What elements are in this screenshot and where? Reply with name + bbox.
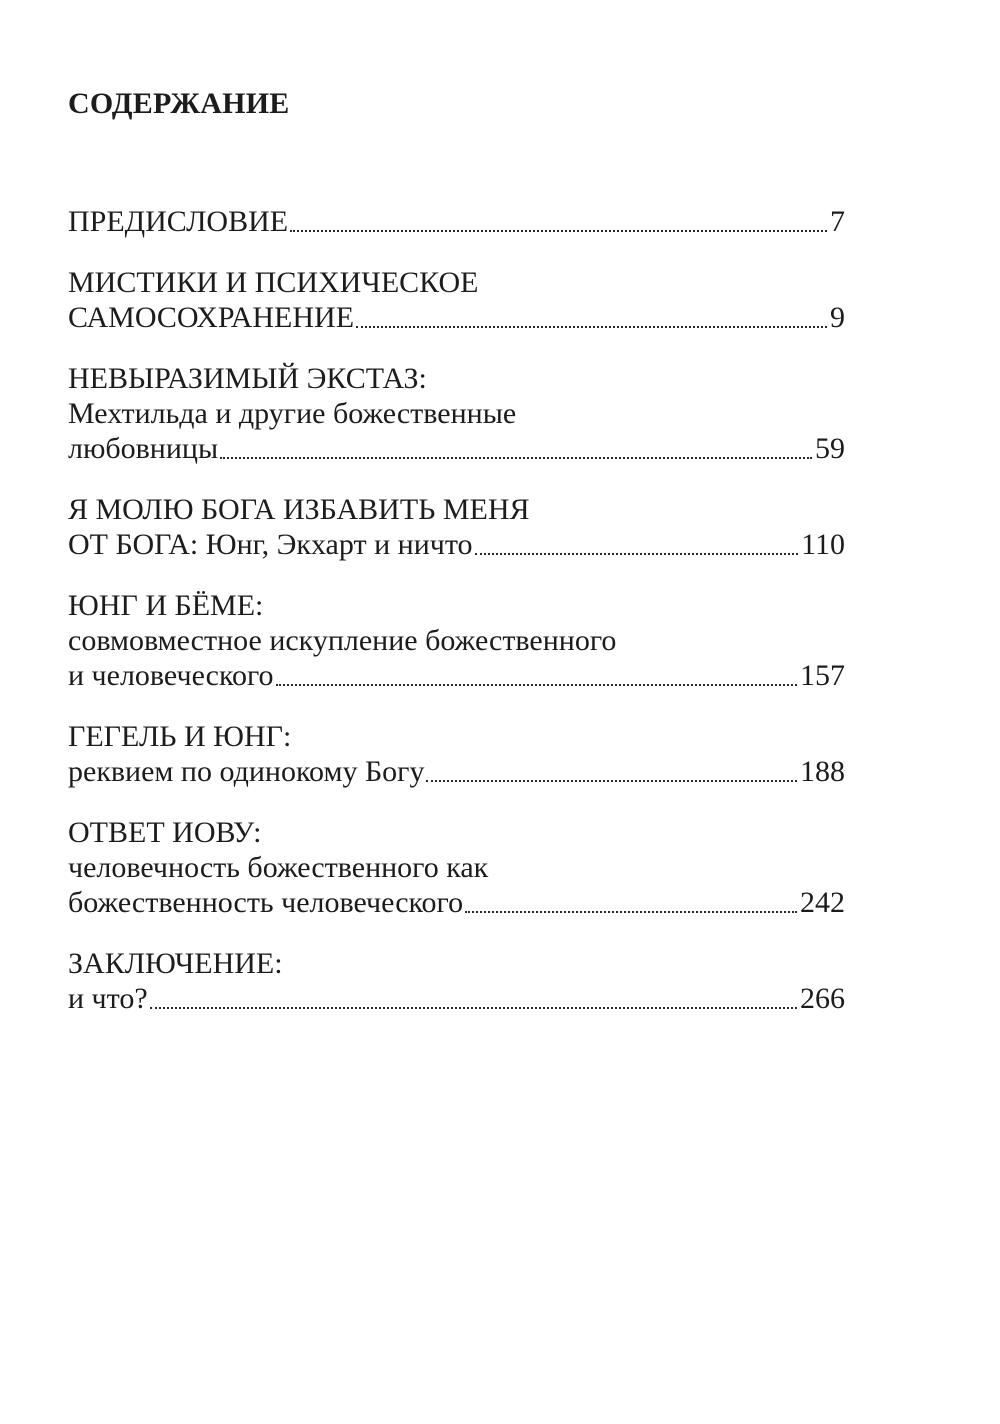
toc-entry-title-line: ЮНГ И БЁМЕ: — [68, 589, 264, 622]
dot-leader — [290, 230, 827, 232]
dot-leader — [475, 553, 799, 555]
toc-entry-last-line — [68, 885, 845, 920]
dot-leader — [465, 911, 797, 913]
toc-entry-subtitle-line: божественность человеческого — [68, 886, 464, 919]
toc-entry-subtitle-line: человечность божественного как — [68, 851, 489, 884]
dot-leader — [276, 684, 797, 686]
toc-entry-jung-boehme — [68, 588, 845, 693]
toc-entry-subtitle-line: реквием по одинокому Богу — [68, 755, 425, 788]
dot-leader — [426, 780, 797, 782]
page-number: 157 — [800, 659, 845, 692]
toc-entry-last-line — [68, 431, 845, 466]
toc-entry-mystics — [68, 265, 845, 335]
toc-entry-last-line — [68, 981, 845, 1016]
toc-entry-subtitle-line: Мехтильда и другие божественные — [68, 397, 517, 430]
toc-entry-title-line: ОТ БОГА: Юнг, Экхарт и ничто — [68, 528, 473, 561]
page-title: СОДЕРЖАНИЕ — [68, 87, 290, 120]
page-number: 59 — [815, 432, 845, 465]
toc-entry-last-line — [68, 204, 845, 239]
dot-leader — [356, 326, 827, 328]
toc-entry-conclusion — [68, 946, 845, 1016]
page-number: 242 — [800, 886, 845, 919]
toc-entry-title-line: САМОСОХРАНЕНИЕ — [68, 301, 355, 334]
toc-entry-foreword — [68, 204, 845, 239]
page-number: 9 — [830, 301, 845, 334]
toc-entry-last-line — [68, 527, 845, 562]
toc-entry-answer-to-job — [68, 815, 845, 920]
toc-entry-hegel-jung — [68, 719, 845, 789]
toc-entry-subtitle-line: любовницы — [68, 432, 219, 465]
page-number: 188 — [800, 755, 845, 788]
toc-entry-last-line — [68, 754, 845, 789]
toc-entry-title-line: ОТВЕТ ИОВУ: — [68, 816, 262, 849]
page-number: 266 — [800, 982, 845, 1015]
toc-entry-title-line: МИСТИКИ И ПСИХИЧЕСКОЕ — [68, 266, 479, 299]
toc-entry-title-line: ЗАКЛЮЧЕНИЕ: — [68, 947, 283, 980]
toc-entry-title-line: Я МОЛЮ БОГА ИЗБАВИТЬ МЕНЯ — [68, 493, 530, 526]
page-number: 110 — [801, 528, 845, 561]
toc-entry-subtitle-line: и человеческого — [68, 659, 274, 692]
toc-entry-title-line: ГЕГЕЛЬ И ЮНГ: — [68, 720, 292, 753]
toc-entry-subtitle-line: и что? — [68, 982, 148, 1015]
toc-entry-pray-god — [68, 492, 845, 562]
table-of-contents — [68, 204, 845, 1042]
dot-leader — [150, 1007, 797, 1009]
toc-entry-subtitle-line: совмовместное искупление божественного — [68, 624, 617, 657]
dot-leader — [220, 457, 812, 459]
toc-entry-title-line: НЕВЫРАЗИМЫЙ ЭКСТАЗ: — [68, 362, 427, 395]
toc-entry-last-line — [68, 658, 845, 693]
page-number: 7 — [830, 205, 845, 238]
toc-entry-title-line: ПРЕДИСЛОВИЕ — [68, 205, 289, 238]
toc-entry-last-line — [68, 300, 845, 335]
toc-entry-ineffable-ecstasy — [68, 361, 845, 466]
